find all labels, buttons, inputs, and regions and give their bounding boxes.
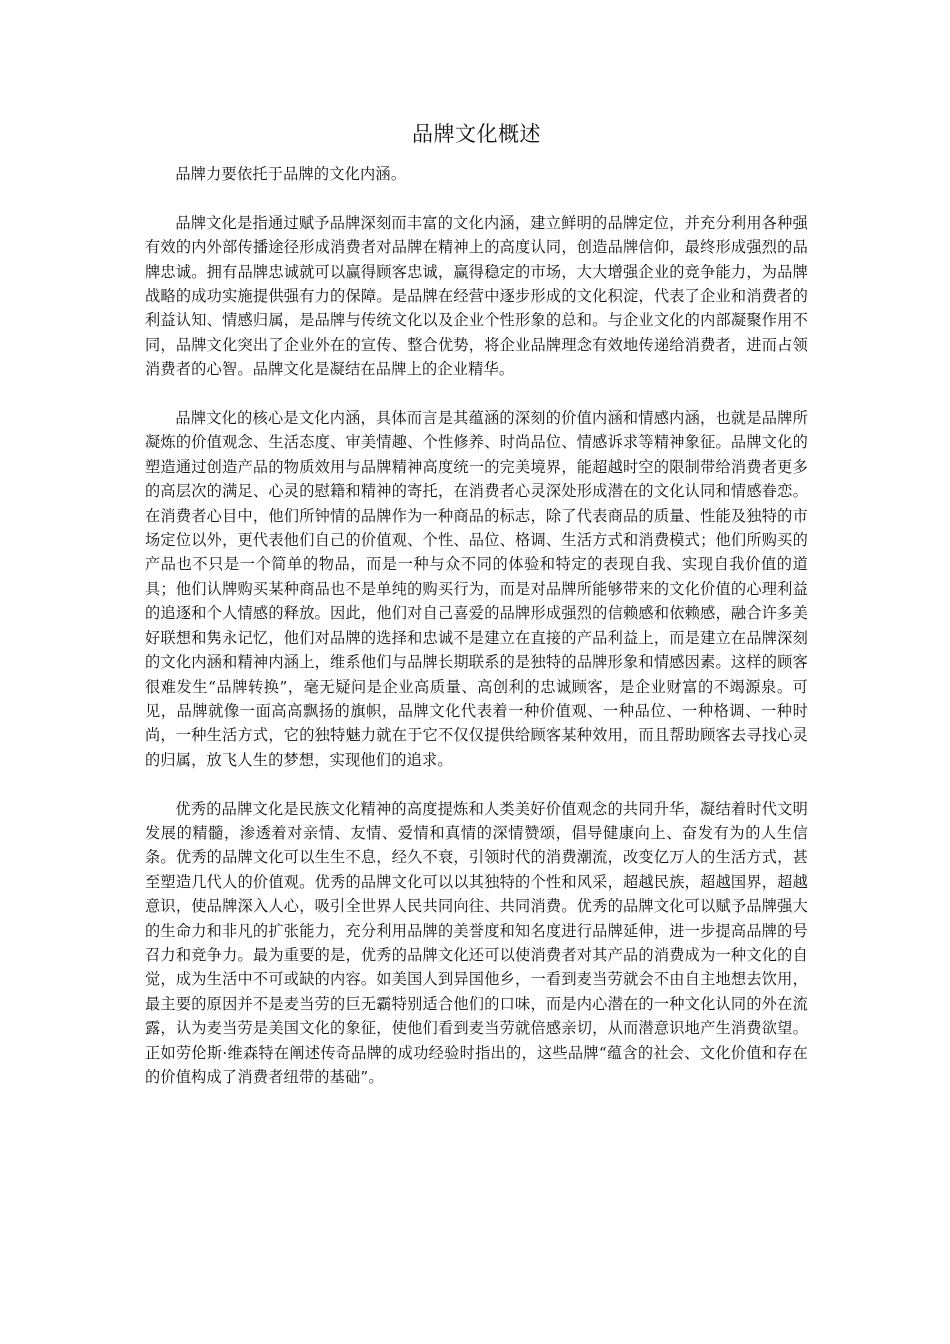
paragraph-excellence: 优秀的品牌文化是民族文化精神的高度提炼和人类美好价值观念的共同升华，凝结着时代文明发展的精髓，渗透着对亲情、友情、爱情和真情的深情赞颂，倡导健康向上、奋发有为的人生信条。优秀的品牌文化可以生生不息，经久不衰，引领时代的消费潮流，改变亿万人的生活方式，甚至塑造几代人的价值观。优秀的品牌文化可以以其独特的个性和风采，超越民族，超越国界，超越意识，使品牌深入人心，吸引全世界人民共同向往、共同消费。优秀的品牌文化可以赋予品牌强大的生命力和非凡的扩张能力，充分利用品牌的美誉度和知名度进行品牌延伸，进一步提高品牌的号召力和竞争力。最为重要的是，优秀的品牌文化还可以使消费者对其产品的消费成为一种文化的自觉，成为生活中不可或缺的内容。如美国人到异国他乡，一看到麦当劳就会不由自主地想去饮用，最主要的原因并不是麦当劳的巨无霸特别适合他们的口味，而是内心潜在的一种文化认同的外在流露，认为麦当劳是美国文化的象征，使他们看到麦当劳就倍感亲切，从而潜意识地产生消费欲望。正如劳伦斯·维森特在阐述传奇品牌的成功经验时指出的，这些品牌“蕴含的社会、文化价值和存在的价值构成了消费者纽带的基础”。 <box>145 799 808 1086</box>
paragraph-intro: 品牌力要依托于品牌的文化内涵。 <box>175 165 407 183</box>
document-page <box>145 118 808 1114</box>
document-title: 品牌文化概述 <box>412 122 541 146</box>
paragraph-definition: 品牌文化是指通过赋予品牌深刻而丰富的文化内涵，建立鲜明的品牌定位，并充分利用各种强有效的内外部传播途径形成消费者对品牌在精神上的高度认同，创造品牌信仰，最终形成强烈的品牌忠诚。拥有品牌忠诚就可以赢得顾客忠诚，赢得稳定的市场，大大增强企业的竞争能力，为品牌战略的成功实施提供强有力的保障。是品牌在经营中逐步形成的文化积淀，代表了企业和消费者的利益认知、情感归属，是品牌与传统文化以及企业个性形象的总和。与企业文化的内部凝聚作用不同，品牌文化突出了企业外在的宣传、整合优势，将企业品牌理念有效地传递给消费者，进而占领消费者的心智。品牌文化是凝结在品牌上的企业精华。 <box>145 213 808 379</box>
paragraph-core: 品牌文化的核心是文化内涵，具体而言是其蕴涵的深刻的价值内涵和情感内涵，也就是品牌所凝炼的价值观念、生活态度、审美情趣、个性修养、时尚品位、情感诉求等精神象征。品牌文化的塑造通过创造产品的物质效用与品牌精神高度统一的完美境界，能超越时空的限制带给消费者更多的高层次的满足、心灵的慰籍和精神的寄托，在消费者心灵深处形成潜在的文化认同和情感眷恋。在消费者心目中，他们所钟情的品牌作为一种商品的标志，除了代表商品的质量、性能及独特的市场定位以外，更代表他们自己的价值观、个性、品位、格调、生活方式和消费模式；他们所购买的产品也不只是一个简单的物品，而是一种与众不同的体验和特定的表现自我、实现自我价值的道具；他们认牌购买某种商品也不是单纯的购买行为，而是对品牌所能够带来的文化价值的心理利益的追逐和个人情感的释放。因此，他们对自己喜爱的品牌形成强烈的信赖感和依赖感，融合许多美好联想和隽永记忆，他们对品牌的选择和忠诚不是建立在直接的产品利益上，而是建立在品牌深刻的文化内涵和精神内涵上，维系他们与品牌长期联系的是独特的品牌形象和情感因素。这样的顾客很难发生“品牌转换”，毫无疑问是企业高质量、高创利的忠诚顾客，是企业财富的不竭源泉。可见，品牌就像一面高高飘扬的旗帜，品牌文化代表着一种价值观、一种品位、一种格调、一种时尚，一种生活方式，它的独特魅力就在于它不仅仅提供给顾客某种效用，而且帮助顾客去寻找心灵的归属，放飞人生的梦想，实现他们的追求。 <box>145 409 808 769</box>
